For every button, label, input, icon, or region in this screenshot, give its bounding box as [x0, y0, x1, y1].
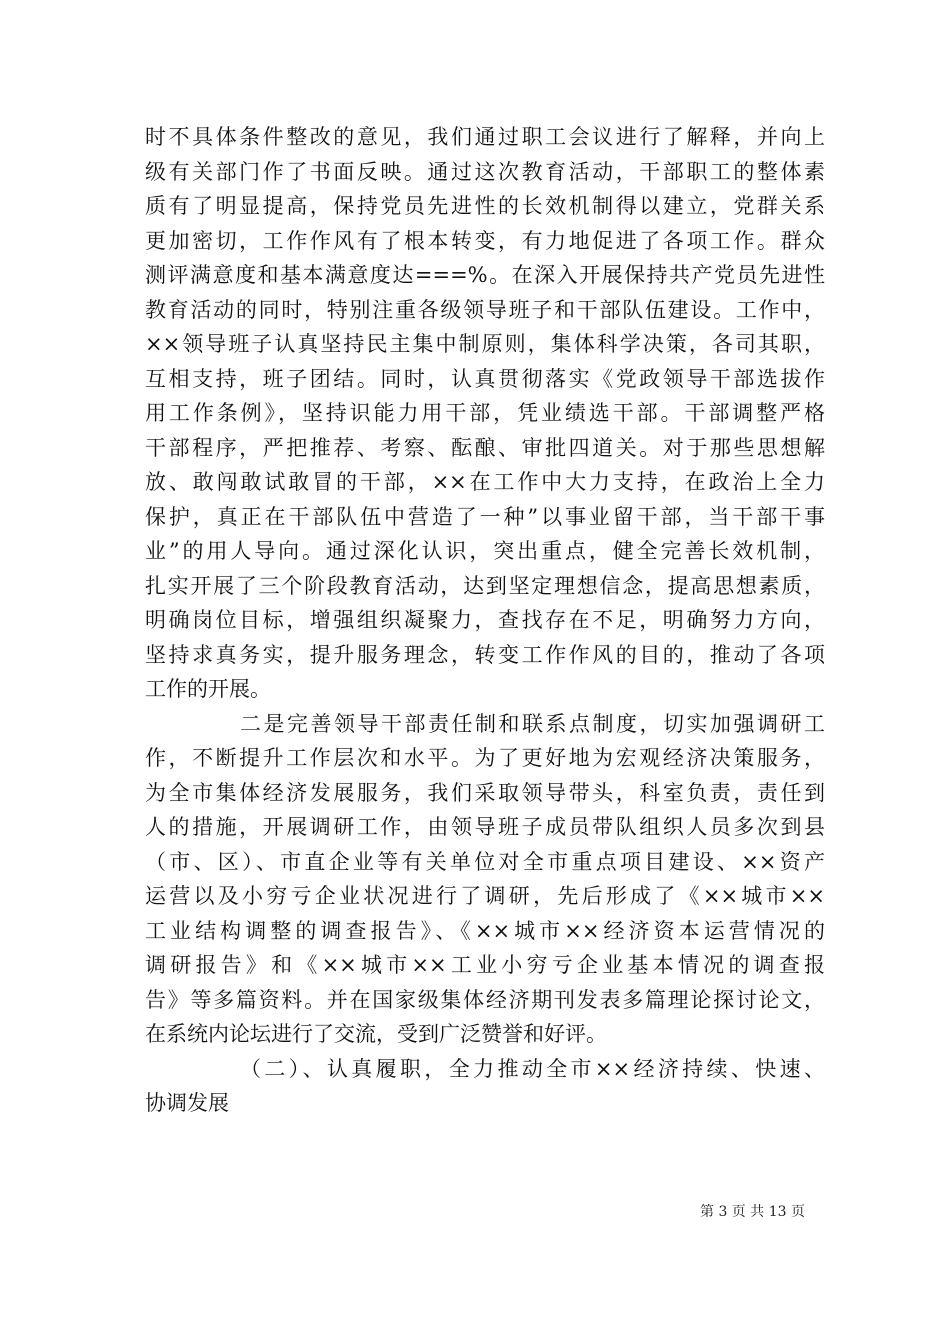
text-line: 运营以及小穷亏企业状况进行了调研，先后形成了《××城市××: [145, 884, 825, 908]
text-line: 保护，真正在干部队伍中营造了一种”以事业留干部，当干部干事: [145, 504, 825, 529]
text-line: 在系统内论坛进行了交流，受到广泛赞誉和好评。: [145, 1022, 607, 1046]
body-text: [145, 120, 825, 1121]
text-line: 业”的用人导向。通过深化认识，突出重点，健全完善长效机制，: [145, 539, 825, 563]
text-line: 人的措施，开展调研工作，由领导班子成员带队组织人员多次到县: [145, 815, 825, 839]
text-line: 协调发展: [145, 1091, 229, 1115]
text-line: 扎实开展了三个阶段教育活动，达到坚定理想信念，提高思想素质，: [145, 573, 825, 598]
text-line: ××领导班子认真坚持民主集中制原则，集体科学决策，各司其职，: [145, 332, 825, 356]
text-line: （二）、认真履职，全力推动全市××经济持续、快速、: [240, 1056, 825, 1081]
text-line: 告》等多篇资料。并在国家级集体经济期刊发表多篇理论探讨论文，: [145, 987, 825, 1012]
text-line: 工业结构调整的调查报告》、《××城市××经济资本运营情况的: [145, 918, 825, 943]
text-line: 二是完善领导干部责任制和联系点制度，切实加强调研工: [240, 711, 825, 736]
section-heading: [145, 1052, 825, 1121]
text-line: 互相支持，班子团结。同时，认真贯彻落实《党政领导干部选拔作: [145, 366, 825, 391]
paragraph-2: [145, 707, 825, 1052]
text-line: 为全市集体经济发展服务，我们采取领导带头，科室负责，责任到: [145, 780, 825, 805]
text-line: （市、区）、市直企业等有关单位对全市重点项目建设、××资产: [145, 849, 825, 874]
text-line: 更加密切，工作作风有了根本转变，有力地促进了各项工作。群众: [145, 228, 825, 253]
text-line: 放、敢闯敢试敢冒的干部，××在工作中大力支持，在政治上全力: [145, 470, 825, 494]
text-line: 级有关部门作了书面反映。通过这次教育活动，干部职工的整体素: [145, 159, 825, 184]
text-line: 明确岗位目标，增强组织凝聚力，查找存在不足，明确努力方向，: [145, 608, 825, 632]
paragraph-1: [145, 120, 825, 707]
text-line: 测评满意度和基本满意度达===%。在深入开展保持共产党员先进性: [145, 263, 825, 287]
text-line: 作，不断提升工作层次和水平。为了更好地为宏观经济决策服务，: [145, 746, 825, 770]
text-line: 坚持求真务实，提升服务理念，转变工作作风的目的，推动了各项: [145, 642, 825, 667]
text-line: 干部程序，严把推荐、考察、酝酿、审批四道关。对于那些思想解: [145, 435, 825, 460]
text-line: 调研报告》和《××城市××工业小穷亏企业基本情况的调查报: [145, 953, 825, 977]
text-line: 质有了明显提高，保持党员先进性的长效机制得以建立，党群关系: [145, 194, 825, 218]
text-line: 时不具体条件整改的意见，我们通过职工会议进行了解释，并向上: [145, 125, 825, 149]
page-number-footer: 第 3 页 共 13 页: [700, 1204, 805, 1220]
text-line: 用工作条例》，坚持识能力用干部，凭业绩选干部。干部调整严格: [145, 401, 825, 425]
text-line: 工作的开展。: [145, 677, 271, 701]
text-line: 教育活动的同时，特别注重各级领导班子和干部队伍建设。工作中，: [145, 297, 825, 322]
